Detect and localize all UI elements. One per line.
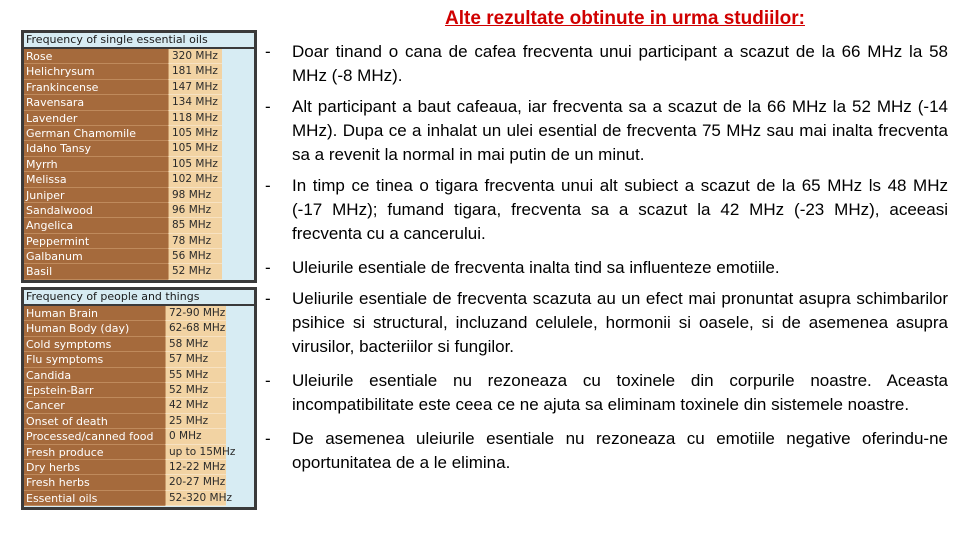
table-row — [24, 460, 254, 475]
table-row — [24, 64, 254, 79]
row-label: Human Brain — [24, 306, 165, 321]
bullet-marker: - — [265, 258, 271, 277]
table-row — [24, 306, 254, 321]
bullet-item — [262, 95, 948, 167]
row-frequency: 55 MHz — [165, 368, 226, 383]
row-frequency: 118 MHz — [168, 111, 222, 126]
bullet-text: Ueliurile esentiale de frecventa scazuta au un efect mai pronuntat asupra schimbarilor psihice si structural, incluzand celulele, hormonii si oasele, si de asemenea asupra virusilor, bacteriilor si fungilor. — [292, 289, 948, 356]
bullet-item — [262, 256, 948, 280]
row-frequency: 96 MHz — [168, 203, 222, 218]
table-row — [24, 49, 254, 64]
row-frequency: 105 MHz — [168, 157, 222, 172]
row-label: Cold symptoms — [24, 337, 165, 352]
row-frequency: 52-320 MHz — [165, 491, 226, 506]
table-row — [24, 111, 254, 126]
bullet-text: Uleiurile esentiale nu rezoneaza cu toxinele din corpurile noastre. Aceasta incompatibilitate este ceea ce ne ajuta sa eliminam toxinele din sistemele noastre. — [292, 371, 948, 414]
row-frequency: 147 MHz — [168, 80, 222, 95]
row-label: Essential oils — [24, 491, 165, 506]
table-row — [24, 398, 254, 413]
row-label: Melissa — [24, 172, 168, 187]
row-frequency: 102 MHz — [168, 172, 222, 187]
row-frequency: 52 MHz — [165, 383, 226, 398]
bullet-text: Uleiurile esentiale de frecventa inalta tind sa influenteze emotiile. — [292, 258, 780, 277]
table-row — [24, 249, 254, 264]
row-label: Lavender — [24, 111, 168, 126]
row-label: Human Body (day) — [24, 321, 165, 336]
bullet-text: In timp ce tinea o tigara frecventa unui alt subiect a scazut de la 65 MHz ls 48 MHz (-17 MHz); fumand tigara, frecventa sa a scazut la 42 MHz (-23 MHz), aceeasi frecventa cu a cancerului. — [292, 176, 948, 243]
row-label: German Chamomile — [24, 126, 168, 141]
row-frequency: 20-27 MHz — [165, 475, 226, 490]
row-frequency: 105 MHz — [168, 126, 222, 141]
row-frequency: 56 MHz — [168, 249, 222, 264]
table-row — [24, 234, 254, 249]
table-row — [24, 264, 254, 279]
row-label: Peppermint — [24, 234, 168, 249]
row-label: Galbanum — [24, 249, 168, 264]
row-frequency: 0 MHz — [165, 429, 226, 444]
table-row — [24, 218, 254, 233]
row-frequency: 58 MHz — [165, 337, 226, 352]
row-label: Helichrysum — [24, 64, 168, 79]
row-label: Myrrh — [24, 157, 168, 172]
table-row — [24, 157, 254, 172]
row-label: Dry herbs — [24, 460, 165, 475]
row-frequency: 78 MHz — [168, 234, 222, 249]
bullet-marker: - — [265, 97, 271, 116]
row-frequency: 57 MHz — [165, 352, 226, 367]
bullet-item — [262, 174, 948, 246]
table-row — [24, 491, 254, 506]
row-label: Angelica — [24, 218, 168, 233]
row-label: Fresh herbs — [24, 475, 165, 490]
row-frequency: 320 MHz — [168, 49, 222, 64]
table-row — [24, 126, 254, 141]
bullet-item — [262, 427, 948, 475]
row-label: Basil — [24, 264, 168, 279]
row-label: Onset of death — [24, 414, 165, 429]
table-row — [24, 429, 254, 444]
bullet-item — [262, 287, 948, 359]
table-row — [24, 172, 254, 187]
table-row — [24, 475, 254, 490]
bullet-text: Alt participant a baut cafeaua, iar frecventa sa a scazut de la 66 MHz la 52 MHz (-14 MHz). Dupa ce a inhalat un ulei esential de frecventa 75 MHz sau mai inalta frecventa sa a revenit la normal in mai putin de un minut. — [292, 97, 948, 164]
bullet-text: Doar tinand o cana de cafea frecventa unui participant a scazut de la 66 MHz la 58 MHz (-8 MHz). — [292, 42, 948, 85]
bullet-item — [262, 40, 948, 88]
table-row — [24, 80, 254, 95]
bullet-list — [262, 40, 948, 475]
table-row — [24, 414, 254, 429]
row-frequency: 72-90 MHz — [165, 306, 226, 321]
bullet-marker: - — [265, 176, 271, 195]
table-row — [24, 141, 254, 156]
row-label: Processed/canned food — [24, 429, 165, 444]
row-label: Epstein-Barr — [24, 383, 165, 398]
row-frequency: 52 MHz — [168, 264, 222, 279]
row-frequency: 85 MHz — [168, 218, 222, 233]
row-label: Fresh produce — [24, 445, 165, 460]
table-header: Frequency of people and things — [24, 290, 254, 306]
table-header: Frequency of single essential oils — [24, 33, 254, 49]
table-row — [24, 337, 254, 352]
table-row — [24, 445, 254, 460]
table-row — [24, 321, 254, 336]
bullet-marker: - — [265, 371, 271, 390]
table-row — [24, 352, 254, 367]
table-body — [24, 306, 254, 506]
row-frequency: 25 MHz — [165, 414, 226, 429]
table-row — [24, 383, 254, 398]
people-things-frequency-table — [21, 287, 257, 510]
table-row — [24, 188, 254, 203]
row-frequency: 62-68 MHz — [165, 321, 226, 336]
row-frequency: 98 MHz — [168, 188, 222, 203]
row-frequency: up to 15MHz — [165, 445, 226, 460]
row-frequency: 134 MHz — [168, 95, 222, 110]
slide-title: Alte rezultate obtinute in urma studiilor: — [445, 8, 805, 29]
row-frequency: 42 MHz — [165, 398, 226, 413]
bullet-text: De asemenea uleiurile esentiale nu rezoneaza cu emotiile negative oferindu-ne oportunitatea de a le elimina. — [292, 429, 948, 472]
row-label: Sandalwood — [24, 203, 168, 218]
row-frequency: 12-22 MHz — [165, 460, 226, 475]
row-label: Juniper — [24, 188, 168, 203]
table-body — [24, 49, 254, 280]
table-row — [24, 95, 254, 110]
row-label: Rose — [24, 49, 168, 64]
row-label: Cancer — [24, 398, 165, 413]
bullet-item — [262, 369, 948, 417]
bullet-marker: - — [265, 289, 271, 308]
row-label: Frankincense — [24, 80, 168, 95]
row-label: Ravensara — [24, 95, 168, 110]
row-label: Candida — [24, 368, 165, 383]
bullet-marker: - — [265, 429, 271, 448]
row-frequency: 105 MHz — [168, 141, 222, 156]
row-label: Flu symptoms — [24, 352, 165, 367]
table-row — [24, 368, 254, 383]
bullet-marker: - — [265, 42, 271, 61]
row-label: Idaho Tansy — [24, 141, 168, 156]
table-row — [24, 203, 254, 218]
row-frequency: 181 MHz — [168, 64, 222, 79]
essential-oils-frequency-table — [21, 30, 257, 283]
